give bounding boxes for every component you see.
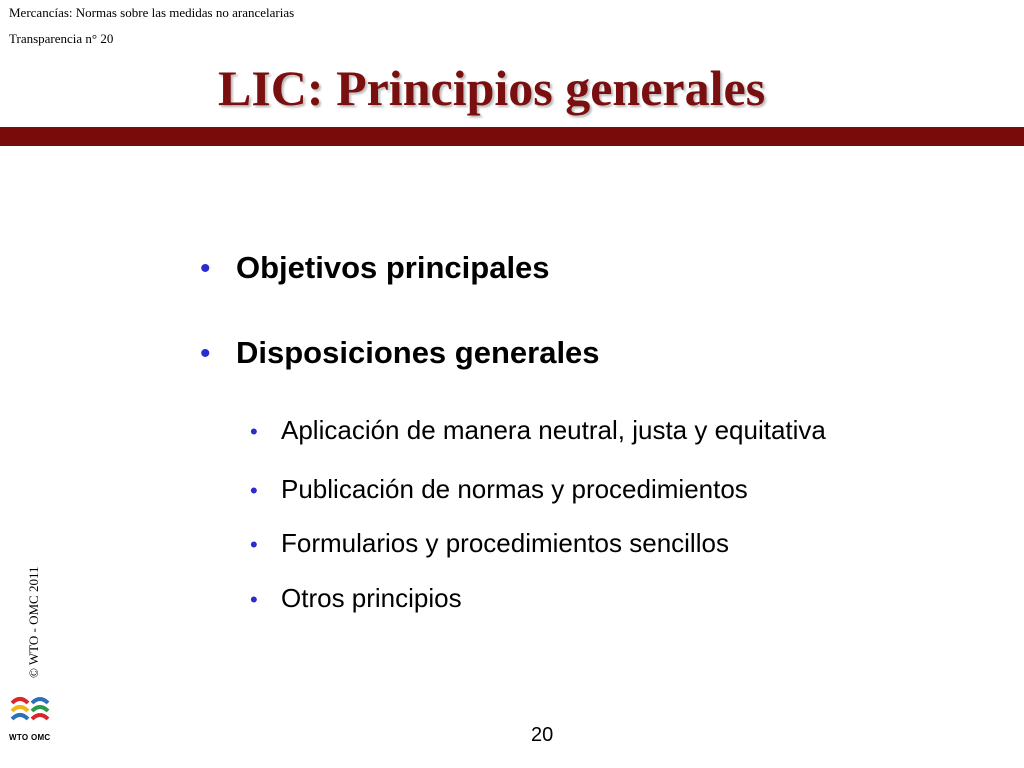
bullet-dot-icon: • — [200, 337, 211, 370]
sub-bullet-item — [250, 476, 748, 502]
bullet-dot-icon: • — [250, 419, 258, 444]
slide-title: LIC: Principios generales — [218, 60, 766, 116]
sub-bullet-item — [250, 585, 462, 611]
copyright-notice: © WTO - OMC 2011 — [26, 566, 41, 678]
bullet-item — [200, 252, 550, 284]
wto-logo-label: WTO OMC — [9, 733, 51, 742]
slide-reference: Transparencia n° 20 — [9, 31, 114, 46]
sub-bullet-item — [250, 417, 826, 443]
page-number: 20 — [531, 724, 554, 746]
bullet-text: Objetivos principales — [236, 250, 550, 285]
bullet-dot-icon: • — [200, 252, 211, 285]
bullet-dot-icon: • — [250, 478, 258, 503]
sub-bullet-text: Otros principios — [281, 583, 462, 613]
sub-bullet-item — [250, 530, 729, 556]
bullet-dot-icon: • — [250, 532, 258, 557]
sub-bullet-text: Publicación de normas y procedimientos — [281, 474, 748, 504]
sub-bullet-text: Formularios y procedimientos sencillos — [281, 528, 729, 558]
title-divider-bar — [0, 127, 1024, 146]
bullet-dot-icon: • — [250, 587, 258, 612]
wto-logo-icon — [8, 693, 52, 729]
bullet-text: Disposiciones generales — [236, 335, 600, 370]
bullet-item — [200, 337, 600, 369]
sub-bullet-text: Aplicación de manera neutral, justa y equitativa — [281, 415, 826, 445]
presentation-subtitle: Mercancías: Normas sobre las medidas no arancelarias — [9, 5, 295, 20]
